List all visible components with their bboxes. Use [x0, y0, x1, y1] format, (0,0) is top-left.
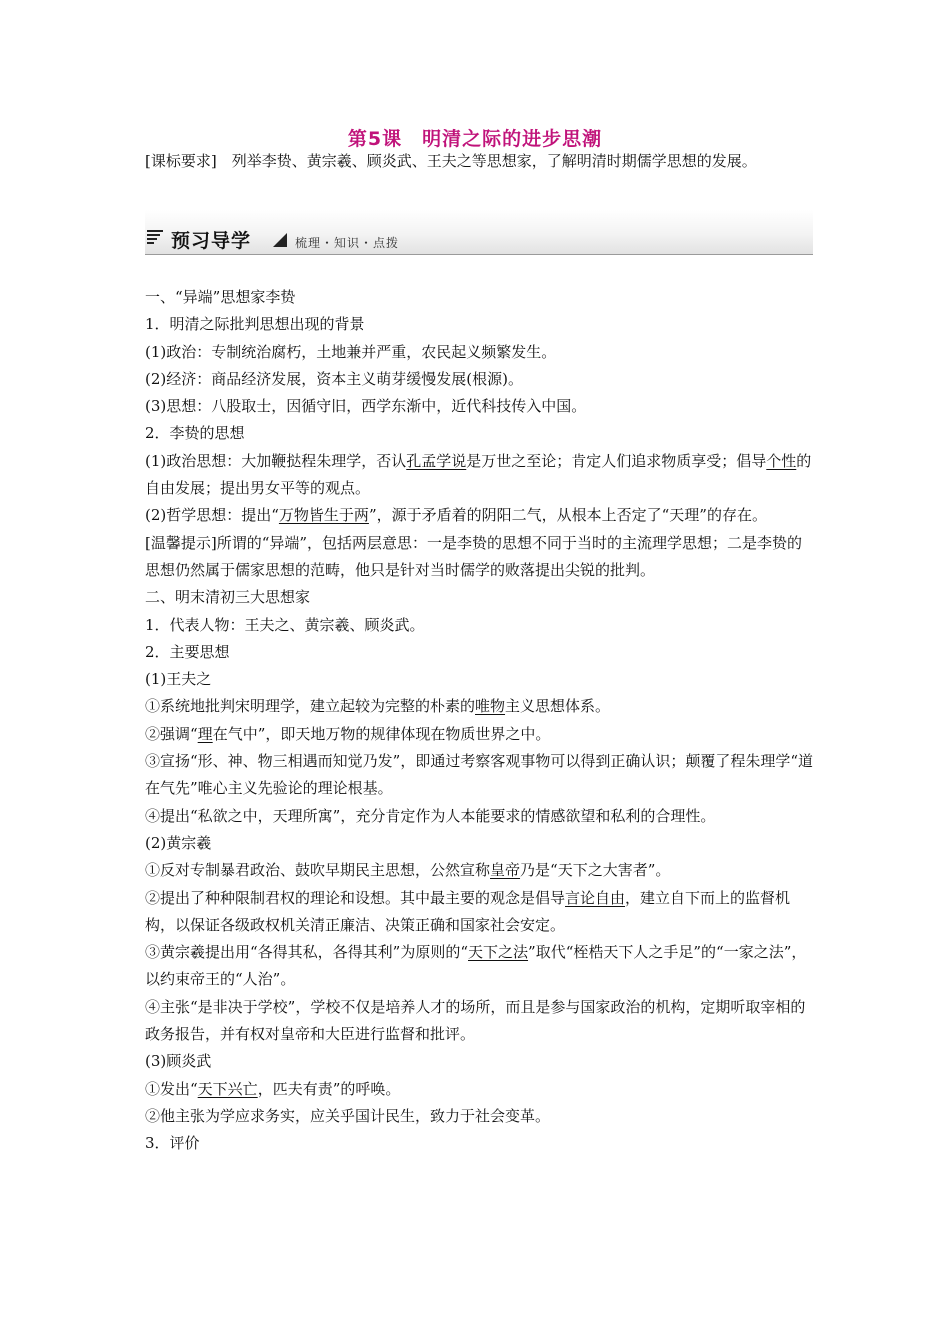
paragraph — [145, 1076, 813, 1103]
paragraph — [145, 721, 813, 748]
text-run: ②提出了种种限制君权的理论和设想。其中最主要的观念是倡导 — [145, 888, 566, 907]
underlined-term: 孔孟学说 — [406, 451, 467, 470]
paragraph — [145, 448, 813, 503]
paragraph — [145, 693, 813, 720]
paragraph — [145, 502, 813, 529]
text-run: ”，源于矛盾着的阴阳二气，从根本上否定了“天理”的存在。 — [368, 506, 767, 525]
heading-li-zhi: 一、“异端”思想家李贽 — [145, 288, 296, 306]
triangle-icon — [273, 233, 287, 247]
text-run: ①发出“ — [145, 1079, 198, 1098]
subheading-evaluation: 3．评价 — [145, 1134, 200, 1153]
paragraph: ④提出“私欲之中，天理所寓”，充分肯定作为人本能要求的情感欲望和私利的合理性。 — [145, 806, 716, 825]
paragraph: (3)思想：八股取士，因循守旧，西学东渐中，近代科技传入中国。 — [145, 397, 587, 416]
text-run: (1)政治思想：大加鞭挞程朱理学，否认 — [145, 451, 407, 470]
section-banner — [145, 210, 813, 255]
paragraph — [145, 885, 813, 940]
text-run: ①系统地批判宋明理学，建立起较为完整的朴素的 — [145, 697, 476, 716]
text-run: ③黄宗羲提出用“各得其私，各得其利”为原则的“ — [145, 943, 469, 962]
underlined-term: 理 — [197, 724, 213, 743]
paragraph: ③宣扬“形、神、物三相遇而知觉乃发”，即通过考察客观事物可以得到正确认识；颠覆了程朱理学“道在气先”唯心主义先验论的理论根基。 — [145, 752, 814, 798]
paragraph: (2)经济：商品经济发展，资本主义萌芽缓慢发展(根源)。 — [145, 369, 523, 388]
underlined-term: 天下兴亡 — [197, 1079, 258, 1098]
curriculum-requirement: [课标要求] 列举李贽、黄宗羲、顾炎武、王夫之等思想家，了解明清时期儒学思想的发展。 — [145, 152, 757, 170]
underlined-term: 万物皆生于两 — [278, 506, 369, 525]
underlined-term: 言论自由 — [565, 888, 626, 907]
text-run: 在气中”，即天地万物的规律体现在物质世界之中。 — [212, 724, 551, 743]
underlined-term: 个性 — [766, 451, 797, 470]
tip-paragraph: [温馨提示]所谓的“异端”，包括两层意思：一是李贽的思想不同于当时的主流理学思想；二是李贽的思想仍然属于儒家思想的范畴，他只是针对当时儒学的败落提出尖锐的批判。 — [145, 533, 803, 579]
subheading-gu-yanwu: (3)顾炎武 — [145, 1052, 212, 1071]
subheading-li-zhi-thought: 2．李贽的思想 — [145, 424, 245, 443]
heading-three-thinkers: 二、明末清初三大思想家 — [145, 588, 311, 607]
subheading-main-thoughts: 2．主要思想 — [145, 642, 230, 661]
paragraph — [145, 939, 813, 994]
paragraph: (1)政治：专制统治腐朽，土地兼并严重，农民起义频繁发生。 — [145, 342, 557, 361]
text-run: ①反对专制暴君政治、鼓吹早期民主思想，公然宣称 — [145, 861, 491, 880]
subheading-huang-zongxi: (2)黄宗羲 — [145, 833, 212, 852]
text-run: ”取代“桎梏天下人之手足”的“一家之法”，以约束帝王的“人治”。 — [145, 943, 807, 989]
text-run: ，匹夫有责”的呼唤。 — [257, 1079, 401, 1098]
stripes-icon — [147, 230, 163, 246]
lesson-title: 第5课 明清之际的进步思潮 — [347, 128, 603, 150]
text-run: 主义思想体系。 — [505, 697, 611, 716]
text-run: 乃是“天下之大害者”。 — [520, 861, 671, 880]
paragraph: 1．代表人物：王夫之、黄宗羲、顾炎武。 — [145, 615, 425, 634]
subheading-wang-fuzhi: (1)王夫之 — [145, 670, 212, 689]
paragraph: ④主张“是非决于学校”，学校不仅是培养人才的场所，而且是参与国家政治的机构，定期听取宰相的政务报告，并有权对皇帝和大臣进行监督和批评。 — [145, 997, 806, 1044]
text-run: 的自由发展；提出男女平等的观点。 — [145, 451, 812, 498]
paragraph — [145, 857, 813, 884]
underlined-term: 唯物 — [475, 697, 506, 716]
banner-subtitle: 梳理・知识・点拨 — [295, 236, 400, 250]
text-run: ，建立自下而上的监督机构，以保证各级政权机关清正廉洁、决策正确和国家社会安定。 — [145, 888, 791, 934]
paragraph: ②他主张为学应求务实，应关乎国计民生，致力于社会变革。 — [145, 1106, 551, 1125]
banner-title: 预习导学 — [171, 230, 252, 252]
text-run: ②强调“ — [145, 724, 198, 743]
subheading-background: 1．明清之际批判思想出现的背景 — [145, 315, 365, 334]
underlined-term: 皇帝 — [490, 861, 521, 880]
underlined-term: 天下之法 — [468, 943, 529, 962]
text-run: 是万世之至论；肯定人们追求物质享受；倡导 — [466, 451, 767, 470]
text-run: (2)哲学思想：提出“ — [145, 506, 279, 525]
document-body — [145, 284, 813, 1158]
